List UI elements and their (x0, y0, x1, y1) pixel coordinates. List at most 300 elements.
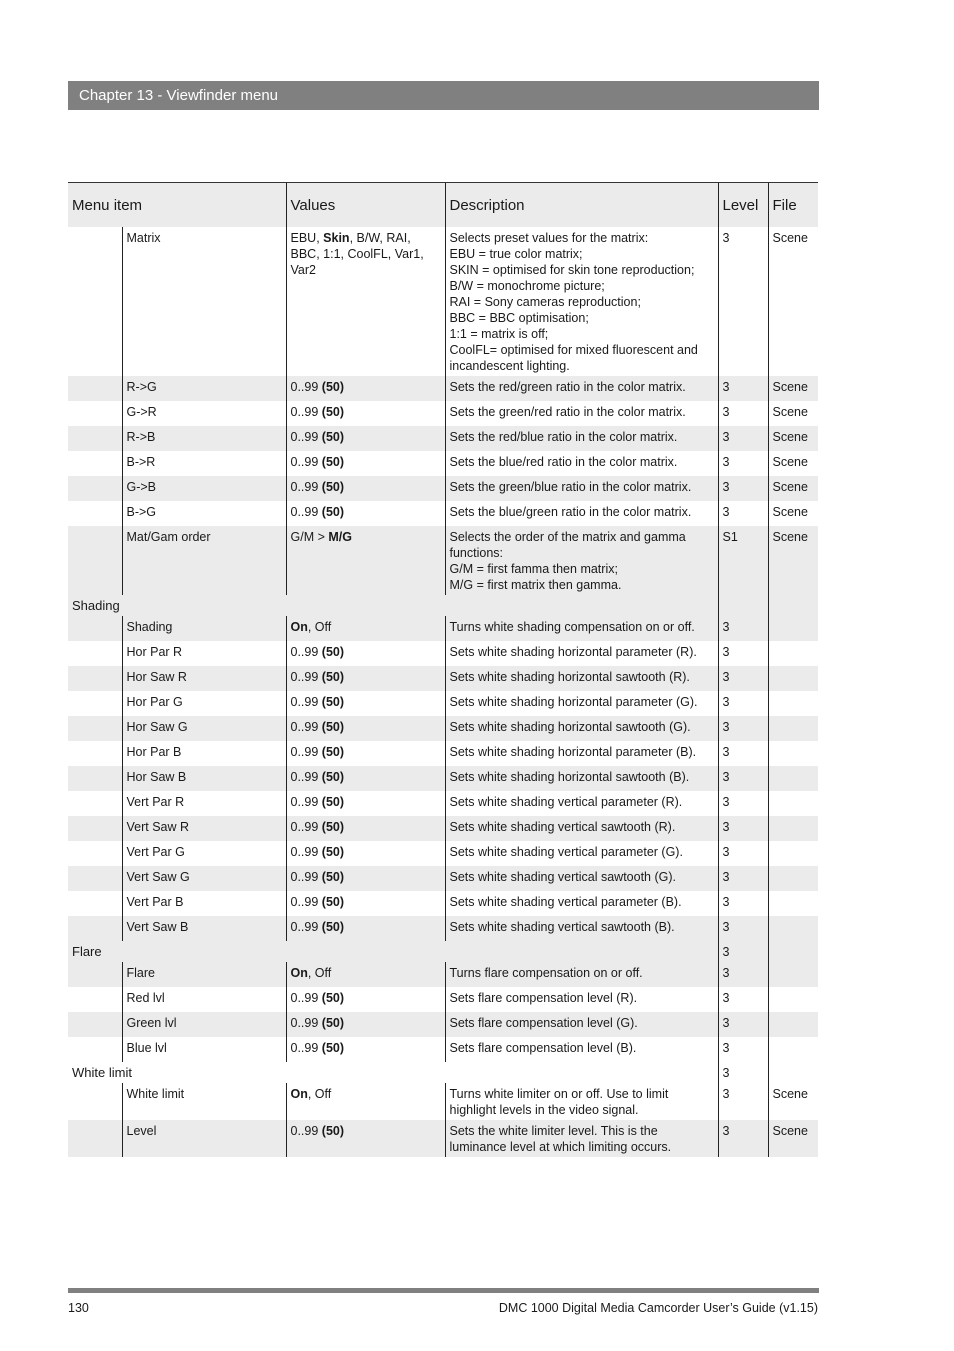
level-cell: 3 (718, 616, 768, 641)
description-cell (445, 866, 718, 891)
default-value: (50) (321, 379, 345, 394)
indent-cell (68, 962, 122, 987)
table-row (68, 987, 818, 1012)
level-cell: 3 (718, 841, 768, 866)
file-cell (768, 941, 818, 962)
values-cell (286, 791, 445, 816)
description-line: Sets the green/red ratio in the color matrix. (449, 404, 686, 419)
value-text: 0..99 (290, 429, 322, 444)
file-cell (768, 766, 818, 791)
description-line: Sets white shading horizontal sawtooth (B). (449, 769, 690, 784)
values-cell (286, 227, 445, 376)
file-cell (768, 741, 818, 766)
table-row (68, 227, 818, 376)
menu-item-cell: Flare (122, 962, 286, 987)
level-cell: 3 (718, 891, 768, 916)
document-title: DMC 1000 Digital Media Camcorder User’s Guide (v1.15) (498, 1301, 818, 1315)
value-text: , Off (307, 619, 332, 634)
menu-item-cell: Vert Saw G (122, 866, 286, 891)
level-cell: 3 (718, 426, 768, 451)
table-row (68, 616, 818, 641)
description-cell (445, 426, 718, 451)
description-cell (445, 476, 718, 501)
section-label: Shading (68, 595, 718, 616)
description-line: SKIN = optimised for skin tone reproduction; (449, 262, 695, 277)
menu-item-cell: B->G (122, 501, 286, 526)
values-cell (286, 741, 445, 766)
file-cell: Scene (768, 1120, 818, 1157)
description-line: Sets the blue/red ratio in the color matrix. (449, 454, 678, 469)
table-row (68, 426, 818, 451)
indent-cell (68, 227, 122, 376)
value-text: 0..99 (290, 894, 322, 909)
values-cell (286, 451, 445, 476)
values-cell (286, 1083, 445, 1120)
section-label: Flare (68, 941, 718, 962)
file-cell: Scene (768, 401, 818, 426)
indent-cell (68, 791, 122, 816)
section-row (68, 595, 818, 616)
table-row (68, 641, 818, 666)
default-value: (50) (321, 819, 345, 834)
indent-cell (68, 616, 122, 641)
value-text: 0..99 (290, 869, 322, 884)
default-value: (50) (321, 404, 345, 419)
values-cell (286, 766, 445, 791)
value-text: 0..99 (290, 919, 322, 934)
file-cell (768, 791, 818, 816)
description-line: Sets white shading horizontal sawtooth (R). (449, 669, 690, 684)
menu-item-cell: Red lvl (122, 987, 286, 1012)
indent-cell (68, 916, 122, 941)
value-text: 0..99 (290, 669, 322, 684)
description-cell (445, 791, 718, 816)
description-cell (445, 376, 718, 401)
values-cell (286, 376, 445, 401)
value-text: 0..99 (290, 644, 322, 659)
default-value: On (290, 1086, 308, 1101)
value-text: 0..99 (290, 719, 322, 734)
indent-cell (68, 641, 122, 666)
menu-item-cell: Vert Par R (122, 791, 286, 816)
value-text: 0..99 (290, 1123, 322, 1138)
values-cell (286, 426, 445, 451)
file-cell (768, 816, 818, 841)
menu-item-cell: Hor Par R (122, 641, 286, 666)
values-cell (286, 962, 445, 987)
default-value: (50) (321, 644, 345, 659)
menu-item-cell: R->B (122, 426, 286, 451)
description-line: Sets white shading vertical sawtooth (R). (449, 819, 676, 834)
value-text: 0..99 (290, 744, 322, 759)
file-cell (768, 916, 818, 941)
description-cell (445, 1012, 718, 1037)
default-value: (50) (321, 719, 345, 734)
level-cell: 3 (718, 1083, 768, 1120)
indent-cell (68, 401, 122, 426)
indent-cell (68, 1083, 122, 1120)
indent-cell (68, 1037, 122, 1062)
menu-item-cell: Hor Saw G (122, 716, 286, 741)
indent-cell (68, 666, 122, 691)
default-value: (50) (321, 794, 345, 809)
default-value: (50) (321, 990, 345, 1005)
menu-item-cell: Hor Saw R (122, 666, 286, 691)
value-text: 0..99 (290, 479, 322, 494)
file-cell: Scene (768, 451, 818, 476)
level-cell (718, 595, 768, 616)
values-cell (286, 1120, 445, 1157)
file-cell (768, 1062, 818, 1083)
description-line: BBC = BBC optimisation; (449, 310, 589, 325)
table-body (68, 227, 818, 1157)
table-row (68, 526, 818, 595)
menu-item-cell: Vert Saw R (122, 816, 286, 841)
values-cell (286, 891, 445, 916)
table-row (68, 766, 818, 791)
description-cell (445, 666, 718, 691)
default-value: (50) (321, 1123, 345, 1138)
description-line: Selects the order of the matrix and gamma functions: (449, 529, 686, 560)
value-text: 0..99 (290, 504, 322, 519)
description-cell (445, 1120, 718, 1157)
file-cell (768, 962, 818, 987)
description-line: Sets white shading vertical parameter (B). (449, 894, 682, 909)
description-cell (445, 716, 718, 741)
menu-item-cell: Hor Par G (122, 691, 286, 716)
value-text: 0..99 (290, 1015, 322, 1030)
page-number: 130 (68, 1301, 89, 1315)
level-cell: 3 (718, 741, 768, 766)
description-line: B/W = monochrome picture; (449, 278, 605, 293)
indent-cell (68, 741, 122, 766)
description-line: Sets the red/green ratio in the color matrix. (449, 379, 686, 394)
description-line: Sets white shading vertical parameter (R). (449, 794, 683, 809)
menu-item-cell: Vert Par B (122, 891, 286, 916)
file-cell: Scene (768, 376, 818, 401)
level-cell: 3 (718, 1037, 768, 1062)
description-line: Sets the blue/green ratio in the color matrix. (449, 504, 692, 519)
description-line: Sets flare compensation level (B). (449, 1040, 637, 1055)
description-line: Sets flare compensation level (G). (449, 1015, 638, 1030)
values-cell (286, 616, 445, 641)
menu-item-cell: B->R (122, 451, 286, 476)
level-cell: 3 (718, 791, 768, 816)
level-cell: 3 (718, 716, 768, 741)
value-text: 0..99 (290, 454, 322, 469)
description-line: Turns flare compensation on or off. (449, 965, 643, 980)
section-row (68, 941, 818, 962)
description-cell (445, 1037, 718, 1062)
value-text: 0..99 (290, 844, 322, 859)
description-cell (445, 451, 718, 476)
file-cell: Scene (768, 426, 818, 451)
column-header-values: Values (286, 183, 445, 227)
indent-cell (68, 891, 122, 916)
indent-cell (68, 816, 122, 841)
description-line: CoolFL= optimised for mixed fluorescent and incandescent lighting. (449, 342, 698, 373)
indent-cell (68, 476, 122, 501)
menu-item-cell: G->R (122, 401, 286, 426)
default-value: M/G (328, 529, 352, 544)
file-cell (768, 616, 818, 641)
level-cell: 3 (718, 401, 768, 426)
level-cell: 3 (718, 641, 768, 666)
level-cell: 3 (718, 1062, 768, 1083)
value-text: 0..99 (290, 794, 322, 809)
table-row (68, 962, 818, 987)
file-cell (768, 641, 818, 666)
table-row (68, 1083, 818, 1120)
file-cell (768, 987, 818, 1012)
level-cell: S1 (718, 526, 768, 595)
table-row (68, 476, 818, 501)
description-line: Sets the white limiter level. This is the luminance level at which limiting occurs. (449, 1123, 672, 1154)
value-text: , Off (307, 965, 332, 980)
section-row (68, 1062, 818, 1083)
description-cell (445, 227, 718, 376)
description-line: Turns white limiter on or off. Use to limit highlight levels in the video signal. (449, 1086, 669, 1117)
level-cell: 3 (718, 227, 768, 376)
description-cell (445, 841, 718, 866)
default-value: On (290, 619, 308, 634)
default-value: (50) (321, 1015, 345, 1030)
value-text: 0..99 (290, 1040, 322, 1055)
indent-cell (68, 841, 122, 866)
value-text: EBU, (290, 230, 324, 245)
value-text: 0..99 (290, 990, 322, 1005)
column-header-menu-item: Menu item (68, 183, 286, 227)
file-cell (768, 691, 818, 716)
menu-table (68, 182, 818, 1157)
table-row (68, 791, 818, 816)
menu-item-cell: Matrix (122, 227, 286, 376)
menu-item-cell: Vert Saw B (122, 916, 286, 941)
indent-cell (68, 987, 122, 1012)
description-line: M/G = first matrix then gamma. (449, 577, 622, 592)
table-row (68, 451, 818, 476)
description-cell (445, 766, 718, 791)
description-line: Sets the green/blue ratio in the color matrix. (449, 479, 692, 494)
file-cell: Scene (768, 227, 818, 376)
value-text: 0..99 (290, 404, 322, 419)
level-cell: 3 (718, 866, 768, 891)
values-cell (286, 641, 445, 666)
level-cell: 3 (718, 816, 768, 841)
description-line: 1:1 = matrix is off; (449, 326, 549, 341)
description-cell (445, 891, 718, 916)
level-cell: 3 (718, 451, 768, 476)
description-cell (445, 641, 718, 666)
menu-item-cell: G->B (122, 476, 286, 501)
default-value: (50) (321, 769, 345, 784)
description-line: EBU = true color matrix; (449, 246, 583, 261)
menu-item-cell: Hor Par B (122, 741, 286, 766)
values-cell (286, 1037, 445, 1062)
default-value: (50) (321, 669, 345, 684)
values-cell (286, 716, 445, 741)
default-value: (50) (321, 694, 345, 709)
value-text: 0..99 (290, 819, 322, 834)
description-line: Sets the red/blue ratio in the color matrix. (449, 429, 678, 444)
file-cell: Scene (768, 526, 818, 595)
description-cell (445, 916, 718, 941)
table-row (68, 816, 818, 841)
file-cell (768, 595, 818, 616)
values-cell (286, 866, 445, 891)
description-line: Sets white shading horizontal sawtooth (G). (449, 719, 691, 734)
table-row (68, 741, 818, 766)
description-cell (445, 526, 718, 595)
table-row (68, 1120, 818, 1157)
table-row (68, 501, 818, 526)
default-value: (50) (321, 844, 345, 859)
description-line: G/M = first famma then matrix; (449, 561, 618, 576)
description-cell (445, 741, 718, 766)
description-cell (445, 962, 718, 987)
chapter-header-bar (68, 81, 819, 110)
description-cell (445, 616, 718, 641)
value-text: G/M > (290, 529, 329, 544)
description-cell (445, 987, 718, 1012)
table-row (68, 891, 818, 916)
menu-item-cell: Mat/Gam order (122, 526, 286, 595)
menu-item-cell: White limit (122, 1083, 286, 1120)
indent-cell (68, 501, 122, 526)
menu-item-cell: R->G (122, 376, 286, 401)
file-cell (768, 891, 818, 916)
description-line: RAI = Sony cameras reproduction; (449, 294, 641, 309)
description-line: Sets white shading horizontal parameter (B). (449, 744, 697, 759)
description-cell (445, 691, 718, 716)
default-value: (50) (321, 454, 345, 469)
level-cell: 3 (718, 962, 768, 987)
column-header-level: Level (718, 183, 768, 227)
description-line: Sets white shading vertical parameter (G). (449, 844, 683, 859)
section-label: White limit (68, 1062, 718, 1083)
value-text: 0..99 (290, 769, 322, 784)
default-value: (50) (321, 869, 345, 884)
values-cell (286, 526, 445, 595)
values-cell (286, 816, 445, 841)
description-line: Sets white shading vertical sawtooth (G). (449, 869, 676, 884)
table-header-row (68, 183, 818, 227)
menu-item-cell: Green lvl (122, 1012, 286, 1037)
file-cell (768, 666, 818, 691)
level-cell: 3 (718, 1120, 768, 1157)
values-cell (286, 501, 445, 526)
description-line: Sets white shading vertical sawtooth (B). (449, 919, 675, 934)
indent-cell (68, 376, 122, 401)
table-row (68, 1037, 818, 1062)
menu-item-cell: Hor Saw B (122, 766, 286, 791)
default-value: (50) (321, 479, 345, 494)
values-cell (286, 691, 445, 716)
values-cell (286, 987, 445, 1012)
level-cell: 3 (718, 501, 768, 526)
menu-item-cell: Blue lvl (122, 1037, 286, 1062)
default-value: (50) (321, 744, 345, 759)
file-cell (768, 866, 818, 891)
description-cell (445, 501, 718, 526)
values-cell (286, 841, 445, 866)
file-cell: Scene (768, 476, 818, 501)
description-line: Sets flare compensation level (R). (449, 990, 638, 1005)
table-row (68, 841, 818, 866)
level-cell: 3 (718, 691, 768, 716)
indent-cell (68, 1120, 122, 1157)
description-line: Sets white shading horizontal parameter (G). (449, 694, 698, 709)
level-cell: 3 (718, 376, 768, 401)
level-cell: 3 (718, 666, 768, 691)
indent-cell (68, 766, 122, 791)
level-cell: 3 (718, 476, 768, 501)
indent-cell (68, 691, 122, 716)
indent-cell (68, 716, 122, 741)
indent-cell (68, 451, 122, 476)
value-text: , Off (307, 1086, 332, 1101)
default-value: (50) (321, 1040, 345, 1055)
level-cell: 3 (718, 1012, 768, 1037)
default-value: Skin (323, 230, 350, 245)
table-row (68, 866, 818, 891)
value-text: 0..99 (290, 694, 322, 709)
file-cell: Scene (768, 1083, 818, 1120)
description-line: Sets white shading horizontal parameter (R). (449, 644, 697, 659)
level-cell: 3 (718, 987, 768, 1012)
values-cell (286, 1012, 445, 1037)
description-cell (445, 401, 718, 426)
value-text: , B/W, RAI, BBC, 1:1, CoolFL, Var1, Var2 (290, 230, 424, 277)
indent-cell (68, 426, 122, 451)
table-row (68, 401, 818, 426)
table-row (68, 716, 818, 741)
level-cell: 3 (718, 941, 768, 962)
default-value: (50) (321, 429, 345, 444)
footer-rule (68, 1288, 819, 1293)
menu-item-cell: Shading (122, 616, 286, 641)
values-cell (286, 666, 445, 691)
default-value: (50) (321, 504, 345, 519)
menu-item-cell: Vert Par G (122, 841, 286, 866)
default-value: (50) (321, 919, 345, 934)
table-row (68, 691, 818, 716)
description-cell (445, 1083, 718, 1120)
table-row (68, 1012, 818, 1037)
table-row (68, 916, 818, 941)
level-cell: 3 (718, 766, 768, 791)
description-line: Selects preset values for the matrix: (449, 230, 649, 245)
table-row (68, 666, 818, 691)
file-cell (768, 1012, 818, 1037)
file-cell: Scene (768, 501, 818, 526)
file-cell (768, 1037, 818, 1062)
chapter-title: Chapter 13 - Viewfinder menu (79, 87, 278, 104)
value-text: 0..99 (290, 379, 322, 394)
file-cell (768, 841, 818, 866)
values-cell (286, 401, 445, 426)
indent-cell (68, 1012, 122, 1037)
table-row (68, 376, 818, 401)
indent-cell (68, 526, 122, 595)
description-cell (445, 816, 718, 841)
values-cell (286, 476, 445, 501)
menu-item-cell: Level (122, 1120, 286, 1157)
column-header-file: File (768, 183, 818, 227)
column-header-description: Description (445, 183, 718, 227)
default-value: (50) (321, 894, 345, 909)
file-cell (768, 716, 818, 741)
